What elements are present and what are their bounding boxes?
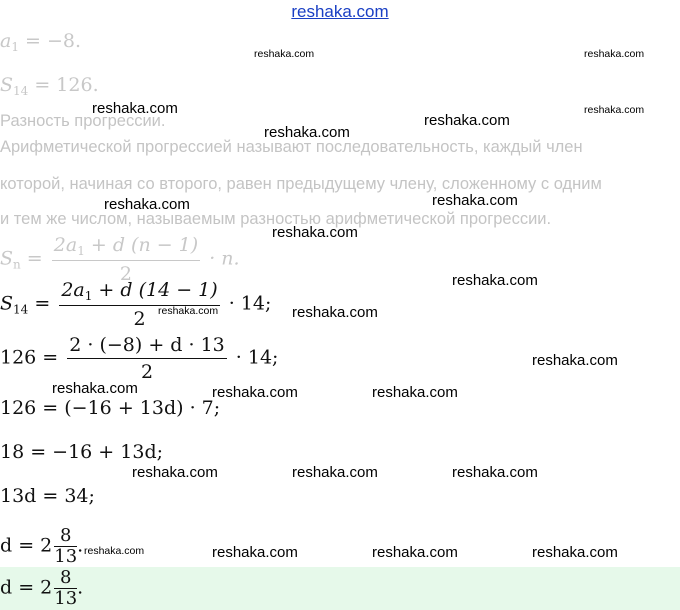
watermark: reshaka.com	[84, 545, 145, 557]
watermark: reshaka.com	[132, 464, 218, 481]
step-2	[0, 334, 278, 383]
step2-fraction	[67, 334, 227, 383]
step-5: 13d = 34;	[0, 485, 95, 507]
step-3: 126 = (−16 + 13d) · 7;	[0, 397, 221, 419]
step1-eq: =	[28, 292, 57, 315]
step2-denominator: 2	[140, 361, 154, 383]
watermark: reshaka.com	[532, 544, 618, 561]
step1-denominator: 2	[133, 308, 146, 330]
watermark: reshaka.com	[584, 48, 645, 60]
a1-sub: 1	[11, 40, 19, 54]
formula-num-rest: + d (n − 1)	[84, 234, 199, 256]
step6-tail: .	[77, 534, 84, 557]
watermark: reshaka.com	[452, 272, 538, 289]
watermark: reshaka.com	[584, 104, 645, 116]
step2-lhs: 126 =	[0, 346, 65, 369]
step2-tail: · 14;	[229, 346, 279, 369]
given-a1	[0, 30, 81, 54]
step2-numerator: 2 · (−8) + d · 13	[67, 334, 227, 359]
a1-var: a	[0, 30, 12, 52]
s14-rhs: = 126.	[28, 74, 99, 96]
step6-denominator: 13	[54, 546, 78, 567]
watermark: reshaka.com	[158, 305, 219, 317]
text-line-4: и тем же числом, называемым разностью арифметической прогрессии.	[0, 210, 552, 228]
watermark: reshaka.com	[424, 112, 510, 129]
answer-highlight	[0, 567, 680, 610]
watermark: reshaka.com	[292, 464, 378, 481]
watermark: reshaka.com	[264, 124, 350, 141]
site-header-link[interactable]: reshaka.com	[291, 2, 389, 21]
step1-lhs: S	[0, 292, 14, 315]
step1-numerator	[59, 279, 219, 306]
step6-numerator: 8	[54, 526, 77, 547]
watermark: reshaka.com	[532, 352, 618, 369]
step-6	[0, 526, 83, 567]
s14-sub: 14	[13, 84, 29, 98]
step6-fraction	[54, 526, 77, 567]
s14-var: S	[0, 74, 14, 96]
formula-tail: · n.	[203, 247, 240, 270]
given-s14	[0, 74, 99, 98]
formula-lhs-sub: n	[13, 257, 21, 272]
formula-denominator: 2	[119, 263, 133, 285]
step1-num-rest: + d (14 − 1)	[92, 279, 218, 301]
watermark: reshaka.com	[254, 48, 315, 60]
watermark: reshaka.com	[372, 384, 458, 401]
formula-fraction	[52, 234, 200, 285]
step6-lhs: d = 2	[0, 534, 53, 557]
general-formula	[0, 234, 240, 285]
watermark: reshaka.com	[92, 100, 178, 117]
answer-fraction	[54, 568, 77, 609]
formula-num-sub: 1	[77, 244, 85, 258]
answer-denominator: 13	[54, 588, 78, 609]
text-line-3: которой, начиная со второго, равен предыдущему члену, сложенному с одним	[0, 175, 602, 193]
answer	[0, 568, 83, 609]
answer-tail: .	[77, 576, 84, 599]
watermark: reshaka.com	[104, 196, 190, 213]
watermark: reshaka.com	[292, 304, 378, 321]
step1-num-a: 2a	[61, 279, 85, 301]
watermark: reshaka.com	[452, 464, 538, 481]
formula-eq: =	[20, 247, 49, 270]
answer-numerator: 8	[54, 568, 77, 589]
watermark: reshaka.com	[272, 224, 358, 241]
step1-tail: · 14;	[222, 292, 272, 315]
a1-rhs: = −8.	[18, 30, 82, 52]
formula-lhs-var: S	[0, 247, 14, 270]
watermark: reshaka.com	[212, 544, 298, 561]
formula-numerator	[52, 234, 200, 261]
watermark: reshaka.com	[212, 384, 298, 401]
step-4: 18 = −16 + 13d;	[0, 441, 164, 463]
watermark: reshaka.com	[432, 192, 518, 209]
step-1	[0, 279, 271, 330]
formula-num-a: 2a	[53, 234, 78, 256]
step1-num-sub: 1	[84, 289, 93, 303]
answer-lhs: d = 2	[0, 576, 53, 599]
watermark: reshaka.com	[372, 544, 458, 561]
step1-sub: 14	[13, 302, 29, 317]
text-line-2: Арифметической прогрессией называют последовательность, каждый член	[0, 138, 583, 156]
watermark: reshaka.com	[52, 380, 138, 397]
text-line-1: Разность прогрессии.	[0, 112, 166, 130]
